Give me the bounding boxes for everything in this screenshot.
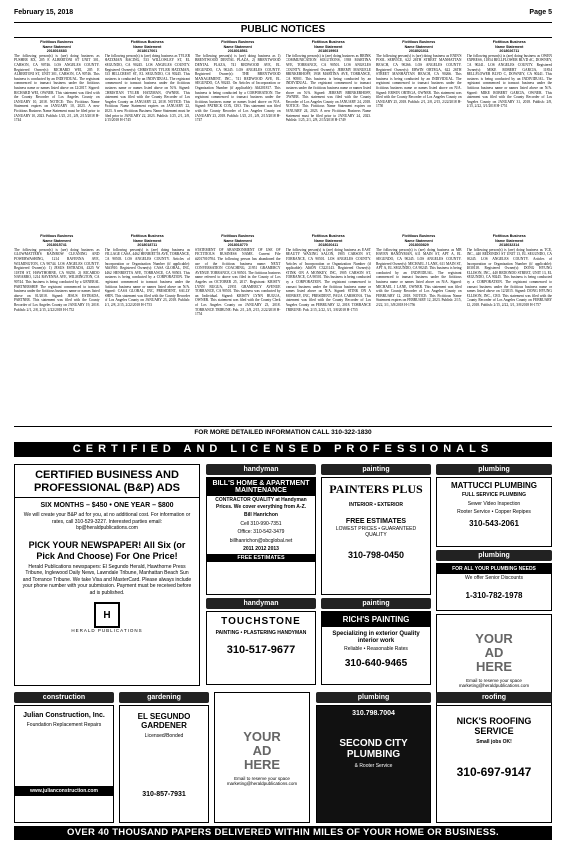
public-notice (467, 40, 553, 184)
touchstone-phone[interactable]: 310-517-9677 (226, 643, 296, 656)
painters-phone[interactable]: 310-798-0450 (347, 549, 405, 560)
herald-logo-icon: H (94, 602, 120, 628)
yourad-email[interactable]: Email to reserve your space marketing@heraldpublications.com (458, 678, 530, 688)
notice-body: The following person(s) is (are) doing business as PUSHER RX, 205 E ALBERTONI ST UNIT 301, CARSON, CA 90746. LOS ANGELES COUNTY. Registered Owner(s): RICHARD WEI, 205 E ALBERTONI ST, UNIT 301, CARSON, CA 90746. This business is conducted by an INDIVIDUAL. The registrant commenced to transact business under the fictitious business name or names listed above on 12/2017. Signed: RICHARD WEI, OWNER. This statement was filed with the County Recorder of Los Angeles County on JANUARY 10, 2018. NOTICE: This Fictitious Name Statement expires on JANUARY 10, 2023. A new Fictitious Business Name Statement must be filed prior to JANUARY 10, 2023. Publish: 1/25, 2/1, 2/8, 2/15/2018 H-1744 (14, 53, 100, 123)
nicks-roofing-ad (436, 705, 552, 823)
secondcity-phone[interactable]: 310.798.7004 (352, 710, 395, 717)
mattucci-ad (436, 477, 552, 547)
bills-office: Office: 310-542-3479 (237, 529, 285, 535)
notice-title: Fictitious Business Name Statement (221, 234, 255, 243)
notice-number: 2018026711 (499, 49, 520, 54)
yourad2-email[interactable]: Email to reserve your space marketing@heraldpublications.com (226, 775, 298, 786)
bills-sub: CONTRACTOR QUALITY at Handyman Prices. We cover everything from A-Z. (215, 497, 307, 510)
cbp-pick: PICK YOUR NEWSPAPER! All Six (or Pick And Choose) For One Price! (28, 539, 186, 561)
richs-sub: Specializing in exterior Quality interior work (332, 631, 420, 644)
public-notice (286, 234, 372, 404)
notice-body: The following person(s) is (are) doing business as BRINK COMMUNICATION SOLUTIONS, 1938 MARTINA AVE, TORRANCE, CA 90501. LOS ANGELES COUNTY. Registered Owner(s): JEREMY MANUELE BRINKERHOFF, 1938 MARTINA AVE, TORRANCE, CA 90501. This business is being conducted by an INDIVIDUAL. The registrant commenced to transact business under the fictitious business name or names listed above on N/A. Signed: JEREMY BRINKERHOFF, OWNER. This statement was filed with the County Recorder of Los Angeles County on JANUARY 24, 2018. NOTICE: This Fictitious Name Statement expires on JANUARY 24, 2023. A new Fictitious Business Name Statement must be filed prior to JANUARY 24, 2023. Publish: 1/25, 2/1, 2/8, 2/15/2018 H-1749 (285, 53, 371, 123)
category-handyman-2: handyman (206, 598, 316, 609)
painters-plus-ad (321, 477, 431, 595)
mattucci-phone[interactable]: 310-543-2061 (469, 518, 519, 528)
julian-ad (14, 705, 114, 823)
julian-site[interactable]: www.julianconstruction.com (15, 786, 113, 796)
cbp-note: We will create your B&P ad for you, at no additional cost. For information or rates, call 310-529-3227. Interested parties email: bp@heraldpublications.com (23, 512, 191, 531)
category-handyman: handyman (206, 464, 316, 475)
yourad2-l1: YOUR (243, 728, 281, 744)
bills-ad (206, 477, 316, 595)
category-painting-2: painting (321, 598, 431, 609)
notice-body: STATEMENT OF ABANDONMENT OF USE OF FICTITIOUS BUSINESS NAME. Current File #2017010784. The following person has abandoned the use of the fictitious business name: NEXT CONVERSATION COACHING, 21951 GRAMERCY AVENUE TORRANCE, CA 90501. The fictitious business name referred to above was filed in the County of Los Angeles on OCTOBER 25, 2017. Registrant: KRISTY LYNN BUGUA, 21951 GRAMERCY AVENUE TORRANCE, CA 90501. This business was conducted by an Individual. Signed: KRISTY LYNN BUGUA, OWNER. This statement was filed with the County Clerk of Los Angeles County on JANUARY 23, 2018. TORRANCE TRIBUNE: Pub. 2/1, 2/8, 2/15, 2/22/2018 H-1754 (195, 247, 281, 317)
notice-title: Fictitious Business Name Statement (492, 40, 526, 49)
plumbing-needs-ad (436, 563, 552, 611)
notice-title: Fictitious Business Name Statement (130, 40, 164, 49)
notice-body: The following person(s) is (are) doing business as ENIN'S POOL SERVICE, 622 26TH STREET MANHATTAN BEACH, CA 90266. LOS ANGELES COUNTY. Registered Owner(s): ERWIN ORTEGA, 622 26TH STREET MANHATTAN BEACH, CA 90266. This business is being conducted by an INDIVIDUAL. The registrant commenced to transact business under the fictitious business name or names listed above on N/A. Signed: ERWIN ORTEGA, OWNER. This statement was filed with the County Recorder of Los Angeles County on JANUARY 25, 2018. Publish: 2/1, 2/8, 2/15, 2/22/2018 H-1750 (376, 53, 462, 109)
notice-number: 2018016683 (46, 49, 67, 54)
painters-sub: INTERIOR • EXTERIOR (349, 502, 403, 508)
bills-email[interactable]: billhanrichon@sbcglobal.net (229, 537, 293, 544)
section-title: PUBLIC NOTICES (14, 22, 552, 38)
notice-body: The following person(s) is (are) doing business as 1) BRENTWOOD DENTAL PLAZA, 2) BRENTWOOD DENTAL PLAZA, 741 REDWOOD AVE, EL SEGUNDO, CA 90245. LOS ANGELES COUNTY. Registered Owner(s): THE BRENTWOOD MANAGEMENT, INC., 741 REDWOOD AVE, EL SEGUNDO, CA 90245. On Articles of Incorporation or Organization Number (if applicable): AI#201817. This business is being conducted by a CORPORATION. The registrant commenced to transact business under the fictitious business name or names listed above on N/A. Signed: PATRICK COX, CEO. This statement was filed with the County Recorder of Los Angeles County on JANUARY 23, 2018. Publish: 1/25, 2/1, 2/8, 2/15/2018 H-1747 (195, 53, 281, 123)
notice-number: 2018015741 (46, 243, 67, 248)
your-ad-gardening[interactable] (214, 692, 310, 823)
nicks-phone[interactable]: 310-697-9147 (456, 764, 532, 779)
bills-name: BILL'S HOME & APARTMENT MAINTENANCE (207, 478, 315, 496)
notice-title: Fictitious Business Name Statement (130, 234, 164, 243)
category-painting: painting (321, 464, 431, 475)
notice-title: Fictitious Business Name Statement (40, 234, 74, 243)
notice-number: 2018020411 (318, 243, 339, 248)
cbp-papers: Herald Publications newspapers: El Segundo Herald, Hawthorne Press Tribune, Inglewood Daily News, Lawndale Tribune, Manhattan Beach Sun and Torrance Tribune. We take Visa and MasterCard. Please always include your phone number with your submission. Payment must be received before ad is published. (22, 563, 192, 596)
category-gardening: gardening (119, 692, 209, 703)
gardener-sub: Licensed/Bonded (144, 733, 184, 739)
touchstone-sub: PAINTING • PLASTERING HANDYMAN (215, 630, 307, 636)
notice-title: Fictitious Business Name Statement (402, 234, 436, 243)
yourad2-l3: HERE (243, 756, 281, 772)
public-notice (286, 40, 372, 184)
plumb2-name: FOR ALL YOUR PLUMBING NEEDS (437, 564, 551, 574)
public-notice (14, 234, 100, 404)
notice-title: Fictitious Business Name Statement (40, 40, 74, 49)
page-number: Page 5 (529, 9, 552, 16)
category-plumbing-3: plumbing (316, 692, 431, 703)
notice-title: Fictitious Business Name Statement (311, 40, 345, 49)
secondcity-sub: & Rooter Service (354, 763, 393, 769)
painters-free: FREE ESTIMATES (345, 517, 407, 525)
notice-number: 2018018711 (137, 243, 158, 248)
richs-sub2: Reliable • Reasonable Rates (344, 646, 408, 652)
plumb2-phone[interactable]: 1-310-782-1978 (465, 590, 523, 600)
notice-title: Fictitious Business Name Statement (492, 234, 526, 243)
cbp-price: SIX MONTHS – $450 • ONE YEAR – $800 (40, 502, 174, 509)
category-plumbing: plumbing (436, 464, 552, 475)
mattucci-sub2: Sewer Video Inspection (467, 500, 521, 507)
painters-name: PAINTERS PLUS (329, 482, 423, 496)
touchstone-ad (206, 611, 316, 685)
public-notice (105, 40, 191, 184)
page-header (14, 9, 552, 19)
notice-title: Fictitious Business Name Statement (221, 40, 255, 49)
bills-years: 2011 2012 2013 (243, 546, 279, 552)
julian-name: Julian Construction, Inc. (23, 712, 105, 719)
public-notice (376, 40, 462, 184)
public-notice (467, 234, 553, 404)
nicks-name: NICK'S ROOFING SERVICE (456, 716, 532, 736)
richs-name: RICH'S PAINTING (322, 612, 430, 627)
herald-logo-text: HERALD PUBLICATIONS (71, 628, 143, 633)
nicks-sub: Small jobs OK! (476, 739, 512, 745)
bills-free: FREE ESTIMATES (207, 554, 315, 562)
yourad-l1: YOUR (475, 631, 513, 646)
notice-number: 2018019903 (318, 49, 339, 54)
plumb2-sub: We offer Senior Discounts (465, 575, 523, 581)
notice-title: Fictitious Business Name Statement (311, 234, 345, 243)
julian-sub: Foundation Replacement Repairs (26, 722, 102, 728)
notice-body: The following person(s) is (are) doing business as TYLER HATZMAN RACING, 533 WILLOWLEY ST, EL SEGUNDO, CA 90245. LOS ANGELES COUNTY. Registered Owner(s): CHRISTIAN TYLER HATZMAN, 533 HILLCREST ST, EL SEGUNDO, CA 90245. This business is conducted by an INDIVIDUAL. The registrant commenced to transact business under the fictitious business name or names listed above on N/A. Signed: CHRISTIAN TYLER HATZMAN, OWNER. This statement was filed with the County Recorder of Los Angeles County on JANUARY 22, 2018. NOTICE: This Fictitious Name Statement expires on JANUARY 22, 2023. A new Fictitious Business Name Statement must be filed prior to JANUARY 22, 2023. Publish: 1/25, 2/1, 2/8, 2/15/2018 H-1745 (104, 53, 190, 123)
bills-cell: Cell 310-990-7351 (240, 520, 282, 527)
notice-body: The following person(s) is (are) doing business as MB HAVEN HANDYMAN, 611 MAIN ST, APT A, EL SEGUNDO, CA 90245. LOS ANGELES COUNTY. Registered Owner(s): MICHAEL J LANE, 611 MAIN ST, APT A, EL SEGUNDO, CA 90245. This business is being conducted by an INDIVIDUAL. The registrant commenced to transact business under the fictitious business name or names listed above on N/A. Signed: MICHAEL J LANE, OWNER. This statement was filed with the County Recorder of Los Angeles County on FEBRUARY 12, 2018. NOTICE: This Fictitious Name Statement expires on FEBRUARY 12, 2023. Publish: 2/15, 2/22, 3/1, 3/8/2018 H-1756 (376, 247, 462, 307)
notice-body: The following person(s) is (are) doing business as TCE, INC., 440 REDONDO ST UNIT 13, EL SEGUNDO, CA 90245. LOS ANGELES COUNTY. Articles of Incorporation or Organization Number (if applicable): 4030118. Registered Owner(s): DONG HYUNG ELLISON, INC., 440 REDONDO STREET, UNIT 13, EL SEGUNDO, CA 90245. This business is being conducted by a CORPORATION. The registrant commenced to transact business under the fictitious business name or names listed above on 12/2015. Signed: DONG HYUNG ELLISON, INC., CEO. This statement was filed with the County Recorder of Los Angeles County on FEBRUARY 12, 2018. Publish: 2/15, 2/22, 3/1, 3/8/2018 H-1757 (466, 247, 552, 307)
public-notice (195, 234, 281, 404)
notices-row-1 (14, 40, 552, 184)
category-roofing: roofing (436, 692, 552, 703)
section-banner: CERTIFIED AND LICENSED PROFESSIONALS (14, 442, 552, 457)
notice-body: The following person(s) is (are) doing business as EAST BEAUTY WAXING SALON, 1905 CARSON ST, TORRANCE, CA 90501. LOS ANGELES COUNTY. Articles of Incorporation or Organization Number (if applicable): AI#ON C3221143. Registered Owner(s): STINK ON A MONKEY, INC, 1905 CARSON ST, TORRANCE, CA 90501. This business is being conducted by a CORPORATION. The registrant commenced to transact business under the fictitious business name or names listed above on N/A. Signed: STINK ON A MONKEY, INC, PRESIDENT, PAUA CARMONA. This statement was filed with the County Recorder of Los Angeles County on FEBRUARY 12, 2018. TORRANCE TRIBUNE: Pub. 2/15, 2/22, 3/1, 3/8/2018 H-1755 (285, 247, 371, 312)
public-notice (195, 40, 281, 184)
secondcity-name: SECOND CITY PLUMBING (339, 738, 408, 760)
second-city-plumbing-ad (316, 705, 431, 823)
notice-body: The following person(s) is (are) doing business as VILLAGE CASA, 4462 HENRIETTA AVE, TORRANCE, CA 90503. LOS ANGELES COUNTY. Articles of Incorporation or Organization Number (if applicable): AI#3910. Registered Owner(s): CASA GLOBAL, INC, 4462 HENRIETTA AVE, TORRANCE, CA 90503. This business is being conducted by a CORPORATION. The registrant commenced to transact business under the fictitious business name or names listed above on N/A. Signed: CASA GLOBAL, INC, PRESIDENT, SALLY SHIN. This statement was filed with the County Recorder of Los Angeles County on JANUARY 23, 2018. Publish: 2/1, 2/8, 2/15, 2/22/2018 H-1753 (104, 247, 190, 307)
painters-line: LOWEST PRICES • GUARANTEED QUALITY (335, 525, 417, 538)
yourad-l3: HERE (475, 659, 513, 674)
category-construction: construction (14, 692, 114, 703)
issue-date: February 15, 2018 (14, 9, 74, 16)
gardener-name: EL SEGUNDO GARDENER (137, 712, 191, 730)
notice-number: 2018032314 (499, 243, 520, 248)
notice-number: 2018018561 (227, 49, 248, 54)
richs-painting-ad (321, 611, 431, 685)
cbp-title: CERTIFIED BUSINESS AND PROFESSIONAL (B&P) ADS (15, 465, 199, 498)
notices-row-2 (14, 234, 552, 404)
notice-number: 2018017001 (137, 49, 158, 54)
touchstone-name: TOUCHSTONE (221, 616, 301, 627)
public-notice (105, 234, 191, 404)
bills-owner: Bill Hanrichon (244, 512, 278, 518)
footer-banner: OVER 40 THOUSAND PAPERS DELIVERED WITHIN MILES OF YOUR HOME OR BUSINESS. (14, 826, 552, 840)
public-notice (376, 234, 462, 404)
el-segundo-gardener-ad (119, 705, 209, 823)
public-notice (14, 40, 100, 184)
notice-body: The following person(s) is (are) doing business as OWEN EXPRESS, 11854 BELLFLOWER BLVD #C, DOWNEY, CA 90241. LOS ANGELES COUNTY. Registered Owner(s): MIKE ROBERT GARCIA, 11854 BELLFLOWER BLVD C, DOWNEY, CA 90241. This business is being conducted by an INDIVIDUAL. The registrant commenced to transact business under the fictitious business name or names listed above on N/A. Signed: MIKE ROBERT GARCIA, OWNER. This statement was filed with the County Recorder of Los Angeles County on JANUARY 31, 2018. Publish: 2/8, 2/15, 2/22, 3/1/2018 H-1751 (466, 53, 552, 109)
gardener-phone[interactable]: 310-857-7931 (142, 790, 186, 798)
richs-phone[interactable]: 310-640-9465 (344, 657, 408, 669)
notice-number: 2018030829 (408, 243, 429, 248)
notice-body: The following person(s) is (are) doing business as GLOWMATTER'S RAINBOW CLEANING AND POWERWASHING, 1214 RAVENNA AVE, WILMINGTON, CA 90744. LOS ANGELES COUNTY. Registered Owner(s): 1) JESUS ESTRADA, 4325 W 118TH ST, HAWTHORNE, CA 90250. 2) RICARDO NAVARRO, 1214 RAVENNA AVE, WILMINGTON, CA 90744. This business is being conducted by a GENERAL PARTNERSHIP. The registrant commenced to transact business under the fictitious business name or names listed above on 01/2018. Signed: JESUS ESTRADA, PARTNER. This statement was filed with the County Recorder of Los Angeles County on JANUARY 19, 2018. Publish: 2/1, 2/8, 2/15, 2/22/2018 H-1752 (14, 247, 100, 312)
notice-title: Fictitious Business Name Statement (402, 40, 436, 49)
yourad2-l2: AD (252, 742, 272, 758)
notice-number: 2018021011 (408, 49, 429, 54)
info-line: FOR MORE DETAILED INFORMATION CALL 310-322-1830 (14, 426, 552, 436)
mattucci-sub: FULL SERVICE PLUMBING (462, 492, 526, 498)
category-plumbing-2: plumbing (436, 550, 552, 561)
yourad-l2: AD (484, 645, 504, 660)
certified-business-ad (14, 464, 200, 686)
mattucci-name: MATTUCCI PLUMBING (450, 481, 538, 490)
notice-number: 2018018770 (227, 243, 248, 248)
mattucci-sub3: Rooter Service • Copper Repipes (457, 509, 531, 515)
